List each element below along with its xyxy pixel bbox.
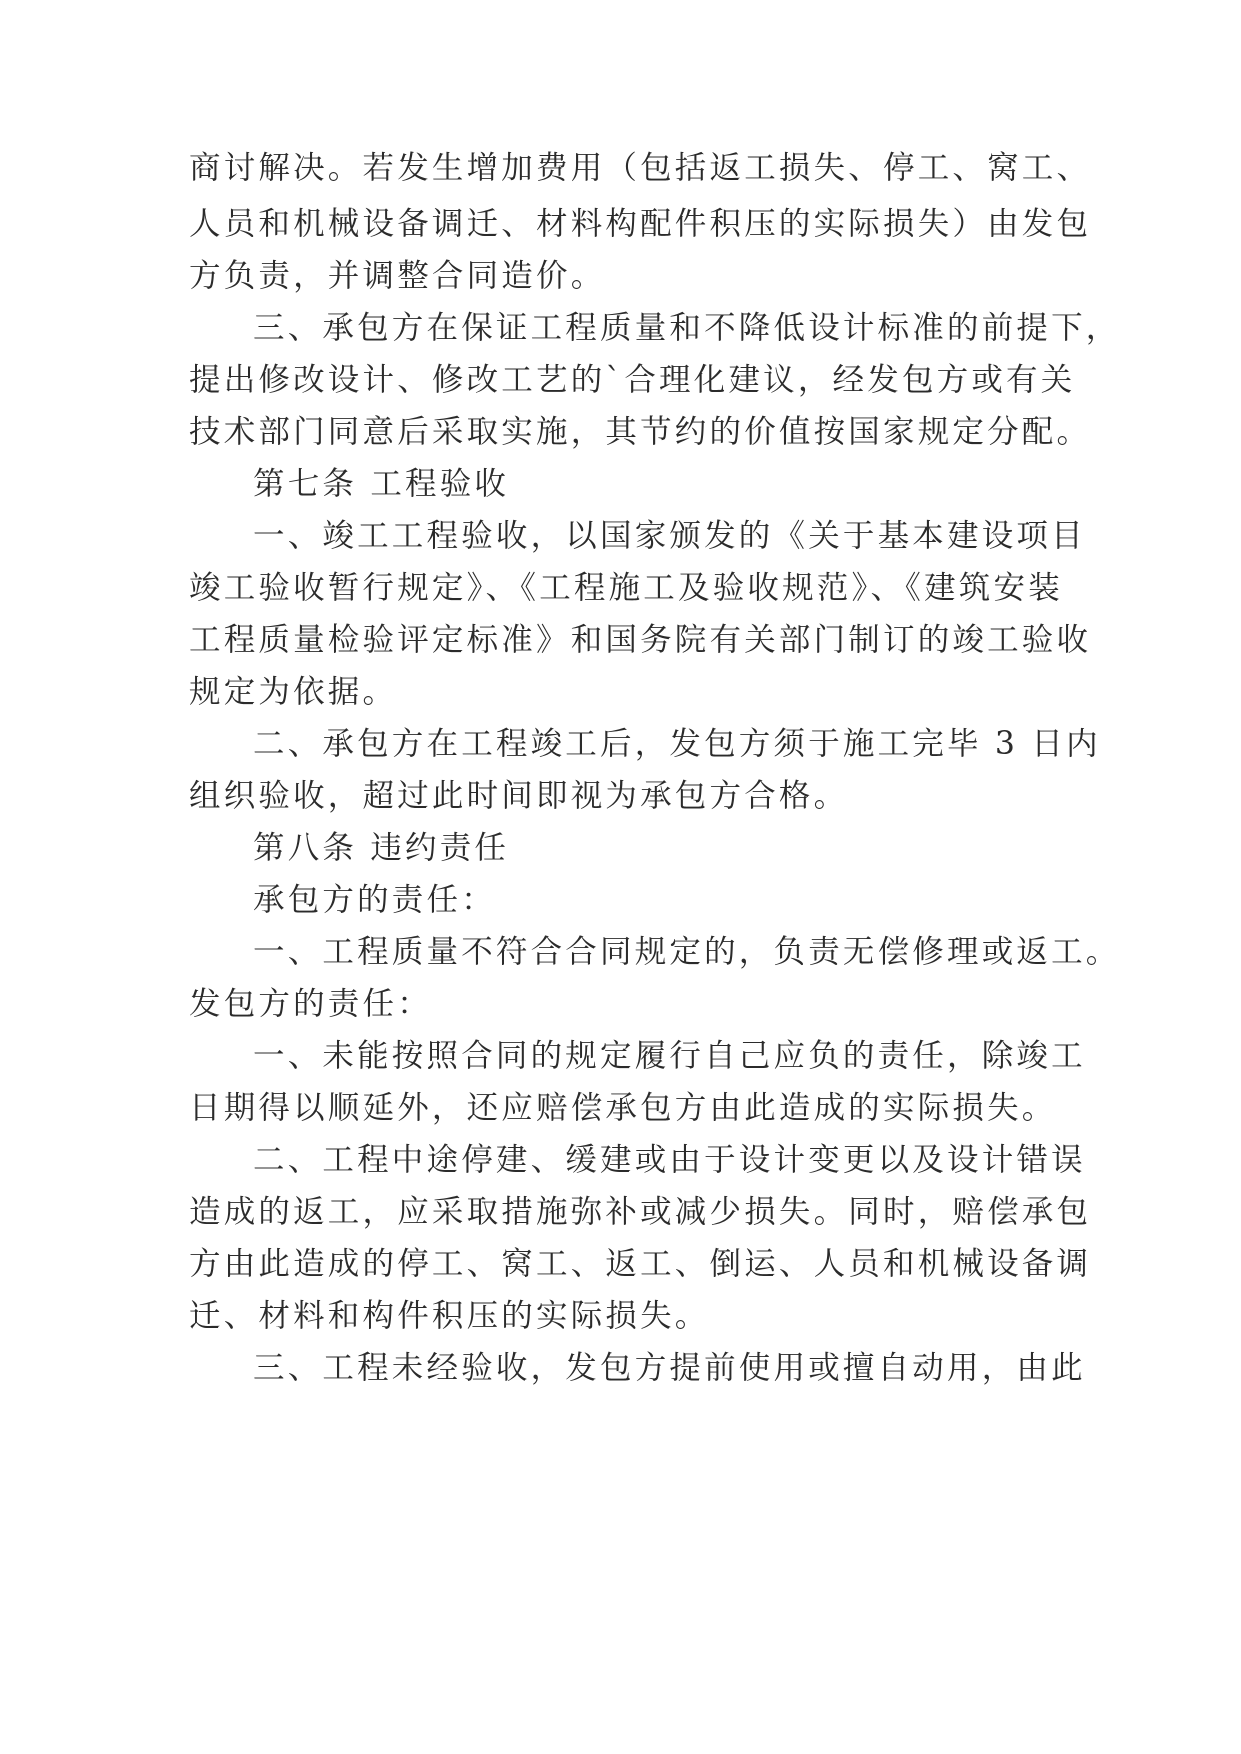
- paragraph-start: 一、未能按照合同的规定履行自己应负的责任，除竣工: [253, 1038, 1086, 1074]
- paragraph-start: 承包方的责任：: [253, 882, 496, 918]
- text-line: 技术部门同意后采取实施，其节约的价值按国家规定分配。: [189, 414, 1092, 450]
- paragraph-start: 一、竣工工程验收，以国家颁发的《关于基本建设项目: [253, 518, 1086, 554]
- text-line: 迁、材料和构件积压的实际损失。: [189, 1298, 710, 1334]
- paragraph-start: 三、承包方在保证工程质量和不降低设计标准的前提下，: [253, 310, 1121, 346]
- text-line: 方负责，并调整合同造价。: [189, 258, 606, 294]
- paragraph-start: 一、工程质量不符合合同规定的，负责无偿修理或返工。: [253, 934, 1121, 970]
- paragraph-start: 三、工程未经验收，发包方提前使用或擅自动用，由此: [253, 1350, 1086, 1386]
- text-line: 方由此造成的停工、窝工、返工、倒运、人员和机械设备调: [189, 1246, 1092, 1282]
- text-line: 组织验收，超过此时间即视为承包方合格。: [189, 778, 849, 814]
- text-line: 人员和机械设备调迁、材料构配件积压的实际损失）由发包: [189, 206, 1092, 242]
- text-line: 商讨解决。若发生增加费用（包括返工损失、停工、窝工、: [189, 150, 1092, 186]
- text-line: 造成的返工，应采取措施弥补或减少损失。同时，赔偿承包: [189, 1194, 1092, 1230]
- text-line: 日期得以顺延外，还应赔偿承包方由此造成的实际损失。: [189, 1090, 1057, 1126]
- text-line: 发包方的责任：: [189, 986, 432, 1022]
- section-heading: 第七条 工程验收: [253, 466, 510, 502]
- text-line: 规定为依据。: [189, 674, 398, 710]
- paragraph-start: 二、工程中途停建、缓建或由于设计变更以及设计错误: [253, 1142, 1086, 1178]
- text-line: 工程质量检验评定标准》和国务院有关部门制订的竣工验收: [189, 622, 1092, 658]
- text-line: 提出修改设计、修改工艺的`合理化建议，经发包方或有关: [189, 362, 1076, 398]
- text-line: 竣工验收暂行规定》、《工程施工及验收规范》、《建筑安装: [189, 570, 1063, 606]
- paragraph-start: 二、承包方在工程竣工后，发包方须于施工完毕 3 日内: [253, 726, 1101, 762]
- section-heading: 第八条 违约责任: [253, 830, 510, 866]
